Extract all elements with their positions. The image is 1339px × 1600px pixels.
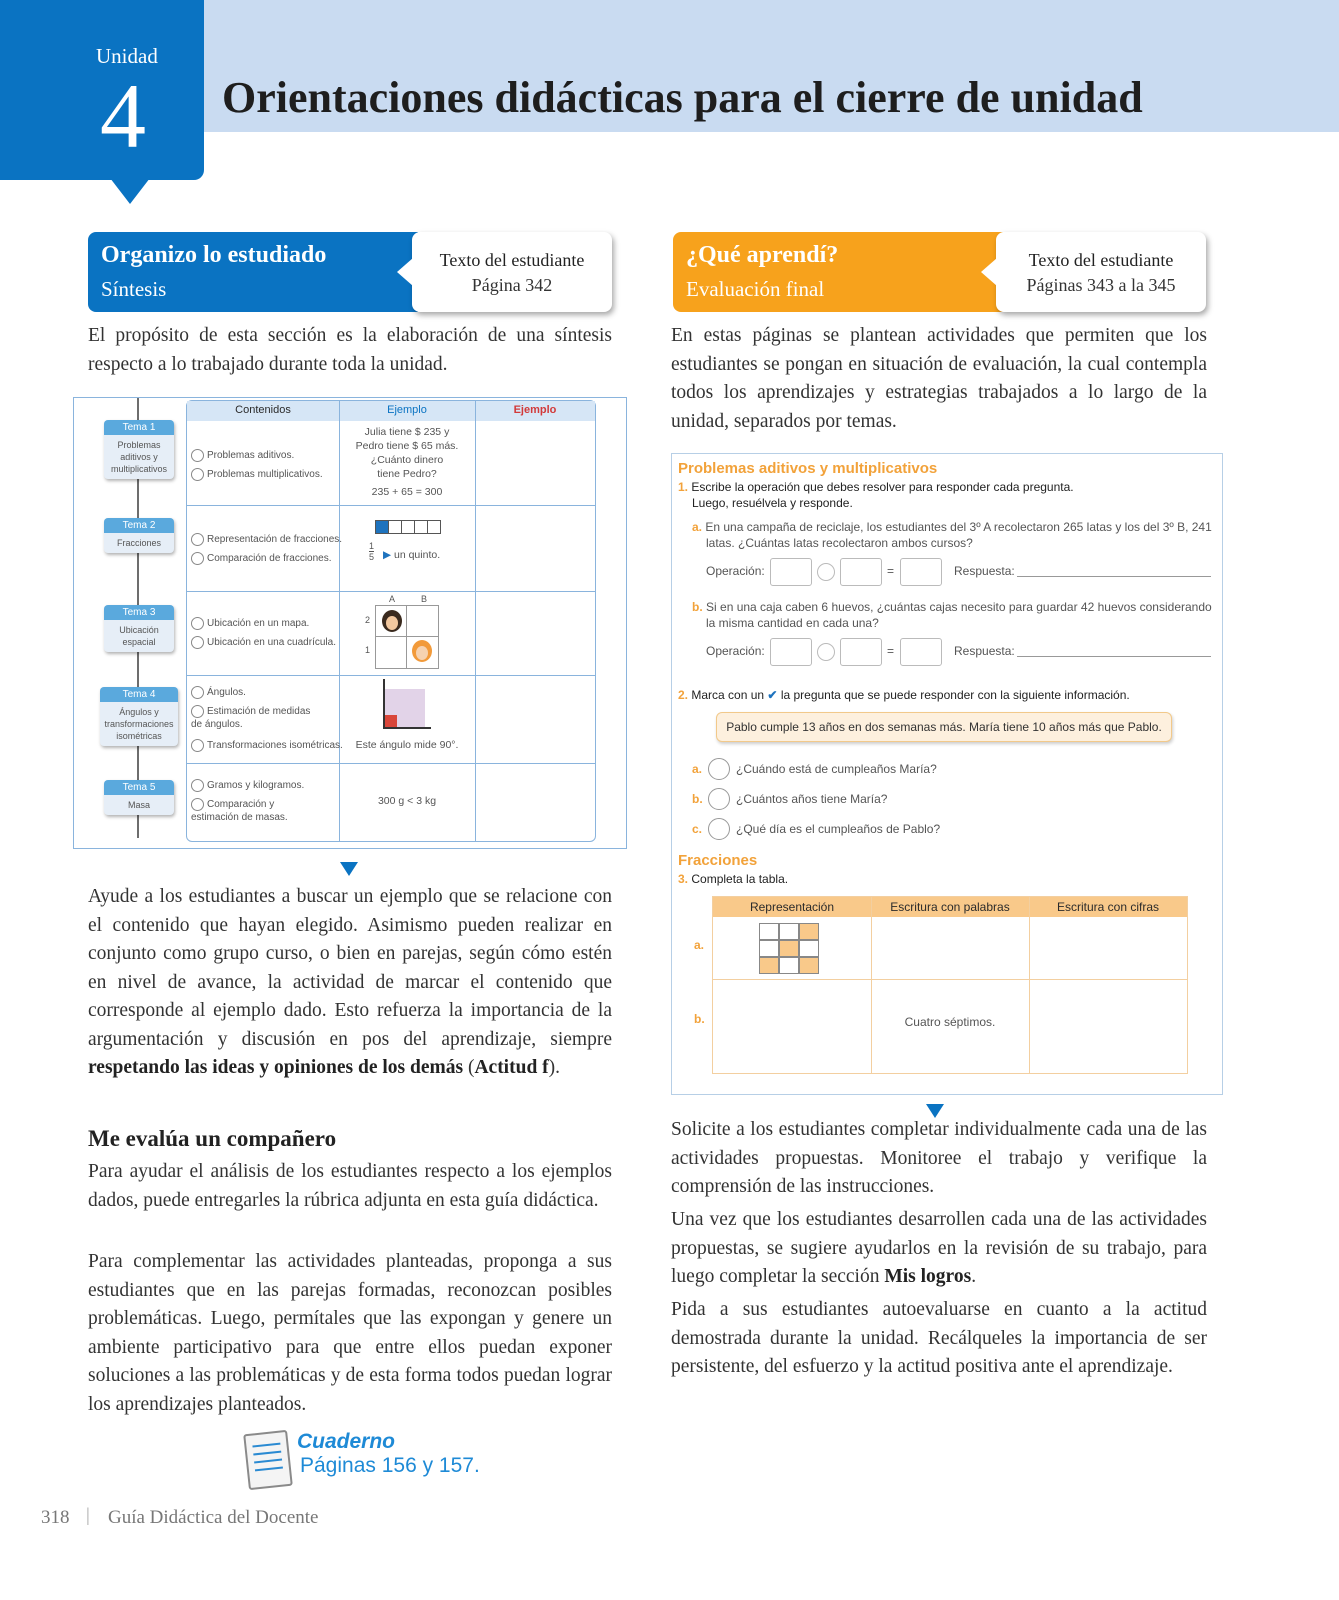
cuaderno-title: Cuaderno: [297, 1430, 396, 1453]
left-ref-line2: Página 342: [471, 275, 553, 295]
option-row[interactable]: [191, 686, 246, 699]
row-divider: [187, 763, 595, 764]
tema-5-box: [104, 780, 174, 815]
equals-sign: =: [887, 564, 895, 578]
t1-line: Pedro tiene $ 65 más.: [355, 440, 459, 452]
option-label: Problemas multiplicativos.: [207, 469, 323, 481]
q2-option-c-text: ¿Qué día es el cumpleaños de Pablo?: [736, 822, 941, 836]
q2-line: Marca con un: [691, 688, 765, 702]
synthesis-table: [186, 400, 596, 842]
option-row[interactable]: [191, 798, 321, 824]
footer-guide-title: Guía Didáctica del Docente: [108, 1507, 319, 1528]
col-divider: [871, 897, 872, 1073]
option-letter: c.: [692, 822, 703, 836]
result-input[interactable]: [900, 638, 942, 666]
option-row[interactable]: [191, 449, 294, 462]
page-number: 318: [41, 1507, 70, 1528]
tema-2-box: [104, 518, 174, 553]
grid-cell-filled: [759, 957, 779, 974]
right-ref-line1: Texto del estudiante: [1028, 250, 1174, 270]
heading-me-evalua: Me evalúa un compañero: [88, 1126, 337, 1151]
tema-5-label: Tema 5: [104, 780, 174, 795]
left-ref-line1: Texto del estudiante: [439, 250, 585, 270]
grid-cell-filled: [779, 940, 799, 957]
row-divider: [713, 979, 1187, 980]
section-fracciones: Fracciones: [678, 852, 758, 869]
q3-text: [678, 872, 788, 886]
right-section-banner: [673, 232, 1003, 312]
fraction-part: [428, 520, 441, 534]
q1-text: [678, 480, 1074, 494]
tema-1-sub: Problemas aditivos y multiplicativos: [110, 440, 168, 474]
t1-line: ¿Cuánto dinero: [370, 454, 444, 466]
option-label: Comparación de fracciones.: [207, 553, 332, 565]
tema-3-box: [104, 605, 174, 652]
left-banner-subtitle: Síntesis: [101, 277, 167, 301]
fraction-one-fifth: [369, 541, 374, 562]
q1b-letter: b.: [692, 600, 703, 614]
right-banner-title: ¿Qué aprendí?: [686, 242, 839, 268]
radio-circle[interactable]: [191, 739, 204, 752]
row-b-letter: [694, 1012, 705, 1026]
tema-2-label: Tema 2: [104, 518, 174, 533]
q2-option-b-checkbox[interactable]: [708, 788, 730, 810]
right-reference-card: [996, 232, 1206, 312]
tema-3-label: Tema 3: [104, 605, 174, 620]
t1-example: [339, 425, 475, 499]
right-ref-notch: [981, 258, 997, 286]
grid-cell-filled: [799, 957, 819, 974]
continue-arrow-icon: [340, 862, 358, 876]
radio-circle[interactable]: [191, 552, 204, 565]
option-label: Ubicación en un mapa.: [207, 618, 310, 630]
option-label: Representación de fracciones.: [207, 534, 343, 546]
grid-cell: [779, 957, 799, 974]
para-text: .: [971, 1266, 977, 1287]
left-paragraph-2: Para ayudar el análisis de los estudiantes respecto a los ejemplos dados, puede entregarles la rúbrica adjunta en esta guía didáctica.: [88, 1161, 612, 1211]
q2-number: 2.: [678, 688, 689, 702]
q3-number: 3.: [678, 872, 689, 886]
q1a-line: En una campaña de reciclaje, los estudiantes del 3º A recolectaron 265 latas y los del 3º B, 241: [705, 520, 1212, 534]
operand-input[interactable]: [840, 558, 882, 586]
grid-cell: [799, 940, 819, 957]
location-grid: [375, 605, 439, 669]
option-row[interactable]: [191, 705, 311, 731]
fraction-grid: [759, 923, 819, 974]
q2-option-a-text: ¿Cuándo está de cumpleaños María?: [736, 762, 937, 776]
unit-badge-arrow: [110, 178, 150, 204]
child-avatar-face: [416, 646, 428, 660]
radio-circle[interactable]: [191, 705, 204, 718]
tema-4-sub: Ángulos y transformaciones isométricas: [104, 707, 174, 741]
header-ejemplo-2: Ejemplo: [513, 404, 557, 416]
para-text: Una vez que los estudiantes desarrollen cada una de las actividades propuestas, se sugiere ayudarlos en la revisión de su trabajo, para luego completar la sección: [671, 1209, 1207, 1287]
row-b-words: Cuatro séptimos.: [904, 1015, 996, 1029]
row-a-letter: [694, 938, 704, 952]
para-bold: Mis logros: [884, 1266, 972, 1287]
fraction-part-filled: [375, 520, 389, 534]
left-section-banner: [88, 232, 418, 312]
option-label: Estimación de medidas de ángulos.: [191, 706, 311, 731]
row-divider: [187, 591, 595, 592]
col-cifras: Escritura con cifras: [1056, 900, 1160, 914]
t1-line: tiene Pedro?: [377, 468, 437, 480]
left-intro: El propósito de esta sección es la elaboración de una síntesis respecto a lo trabajado durante toda la unidad.: [88, 325, 612, 375]
option-row[interactable]: [191, 739, 343, 752]
operator-input[interactable]: [817, 563, 835, 581]
option-row[interactable]: [191, 552, 332, 565]
left-ref-notch: [397, 258, 413, 286]
radio-circle[interactable]: [191, 798, 204, 811]
q1-text-2: Luego, resuélvela y responde.: [692, 496, 853, 510]
option-label: Ubicación en una cuadrícula.: [207, 637, 336, 649]
tema-1-label: Tema 1: [104, 420, 174, 435]
tema-5-sub: Masa: [127, 800, 150, 810]
option-row[interactable]: [191, 779, 304, 792]
fraction-part: [402, 520, 415, 534]
grid-line: [376, 636, 438, 637]
answer-line[interactable]: [1017, 656, 1211, 657]
tema-4-label: Tema 4: [100, 687, 178, 702]
operand-input[interactable]: [770, 638, 812, 666]
q2-option-letter: [692, 822, 702, 836]
evaluation-figure: [671, 453, 1223, 1095]
t1-result: 235 + 65 = 300: [371, 486, 443, 498]
col-palabras: Escritura con palabras: [890, 900, 1010, 914]
right-banner-subtitle: Evaluación final: [686, 277, 825, 301]
q1b-text: [692, 600, 1212, 614]
radio-circle[interactable]: [191, 449, 204, 462]
notebook-icon: [243, 1430, 293, 1490]
cuaderno-pages: Páginas 156 y 157.: [300, 1454, 480, 1477]
para-text: Ayude a los estudiantes a buscar un ejemplo que se relacione con el contenido que hayan elegido. Asimismo pueden realizar en conjunto como grupo curso, o bien en parejas, según cómo estén en nivel de avance, la actividad de marcar el contenido que corresponde al ejemplo dado. Esto refuerza la importancia de la argumentación y discusión en pos del aprendizaje, siempre: [88, 886, 612, 1050]
q2-option-a-checkbox[interactable]: [708, 758, 730, 780]
radio-circle[interactable]: [191, 533, 204, 546]
row-divider: [187, 505, 595, 506]
q2-option-b-text: ¿Cuántos años tiene María?: [736, 792, 888, 806]
radio-circle[interactable]: [191, 779, 204, 792]
q2-line: la pregunta que se puede responder con la siguiente información.: [780, 688, 1130, 702]
q3-line: Completa la tabla.: [691, 872, 789, 886]
option-label: Comparación y estimación de masas.: [191, 799, 288, 824]
result-input[interactable]: [900, 558, 942, 586]
grid-row-1: 1: [365, 645, 371, 655]
para-text: (: [463, 1057, 475, 1078]
unit-number: 4: [100, 65, 146, 167]
header-contenidos: Contenidos: [235, 404, 291, 416]
fraction-numerator: 1: [369, 541, 375, 551]
respuesta-label: Respuesta:: [954, 564, 1015, 578]
left-paragraph-3: Para complementar las actividades planteadas, proponga a sus estudiantes que en las parejas formadas, reconozcan posibles problemáticas. Luego, permítales que las expongan y genere un ambiente participativo para que entre ellos puedan exponer soluciones a las problemáticas y de esta forma todos puedan lograr los aprendizajes planteados.: [88, 1251, 612, 1415]
row-letter: a.: [694, 938, 705, 952]
radio-circle[interactable]: [191, 468, 204, 481]
q1-line: Escribe la operación que debes resolver para responder cada pregunta.: [691, 480, 1074, 494]
t2-example: [383, 549, 440, 561]
angle-horizontal-ray: [383, 727, 431, 729]
right-ref-line2: Páginas 343 a la 345: [1026, 275, 1176, 295]
q2-info-box: Pablo cumple 13 años en dos semanas más. María tiene 10 años más que Pablo.: [716, 712, 1172, 742]
page-title: Orientaciones didácticas para el cierre de unidad: [222, 73, 1143, 122]
col-divider: [475, 401, 476, 841]
t4-example: Este ángulo mide 90°.: [355, 739, 459, 751]
tema-4-box: [100, 687, 178, 746]
para-text: ).: [548, 1057, 561, 1078]
synthesis-figure: [73, 397, 627, 849]
q1b-text-2: la misma cantidad en cada una?: [706, 616, 879, 630]
left-paragraph-1: [88, 883, 612, 1083]
para-bold: respetando las ideas y opiniones de los demás: [88, 1057, 464, 1078]
option-row[interactable]: [191, 468, 323, 481]
section-problemas: Problemas aditivos y multiplicativos: [678, 460, 938, 477]
right-paragraph-2: [671, 1206, 1207, 1292]
respuesta-label: Respuesta:: [954, 644, 1015, 658]
attitude-ref: Actitud f: [474, 1057, 549, 1078]
play-arrow-icon: ▶: [383, 549, 392, 561]
right-paragraph-3: Pida a sus estudiantes autoevaluarse en cuanto a la actitud demostrada durante la unidad. Recálqueles la importancia de ser persistente, del esfuerzo y la actitud positiva ante el aprendizaje.: [671, 1299, 1207, 1377]
row-letter: b.: [694, 1012, 705, 1026]
operacion-label: Operación:: [706, 564, 765, 578]
q1a-text-2: latas. ¿Cuántas latas recolectaron ambos cursos?: [706, 536, 973, 550]
grid-line: [406, 606, 407, 668]
option-row[interactable]: [191, 617, 309, 630]
fraction-part: [415, 520, 428, 534]
q2-option-c-checkbox[interactable]: [708, 818, 730, 840]
fractions-table: [712, 896, 1188, 1074]
grid-cell: [759, 923, 779, 940]
right-paragraph-1: Solicite a los estudiantes completar individualmente cada una de las actividades propuestas. Monitoree el trabajo y verifique la comprensión de las instrucciones.: [671, 1119, 1207, 1197]
operand-input[interactable]: [840, 638, 882, 666]
grid-cell: [779, 923, 799, 940]
right-intro: En estas páginas se plantean actividades que permiten que los estudiantes se pongan en situación de evaluación, la cual contempla todos los aprendizajes y estrategias trabajados a lo largo de la unidad, separados por temas.: [671, 325, 1207, 432]
t2-text: un quinto.: [394, 549, 441, 561]
answer-line[interactable]: [1017, 576, 1211, 577]
radio-circle[interactable]: [191, 617, 204, 630]
left-reference-card: [412, 232, 612, 312]
q1a-letter: a.: [692, 520, 703, 534]
option-label: Ángulos.: [207, 687, 246, 699]
q1b-line: Si en una caja caben 6 huevos, ¿cuántas cajas necesito para guardar 42 huevos considerando: [706, 600, 1212, 614]
q2-option-letter: [692, 762, 702, 776]
grid-row-2: 2: [365, 615, 371, 625]
operand-input[interactable]: [770, 558, 812, 586]
grid-col-b: B: [421, 594, 428, 604]
option-letter: a.: [692, 762, 703, 776]
fraction-denominator: 5: [369, 552, 375, 562]
col-divider: [1029, 897, 1030, 1073]
option-row[interactable]: [191, 636, 336, 649]
option-label: Gramos y kilogramos.: [207, 780, 305, 792]
equals-sign: =: [887, 644, 895, 658]
tema-3-sub: Ubicación espacial: [119, 625, 159, 647]
fraction-part: [389, 520, 402, 534]
fraction-bar: [375, 520, 441, 534]
radio-circle[interactable]: [191, 686, 204, 699]
right-angle-mark: [385, 715, 397, 727]
option-row[interactable]: [191, 533, 342, 546]
footer-separator: |: [86, 1505, 90, 1526]
header-ejemplo-1: Ejemplo: [387, 404, 427, 416]
q2-text: [678, 688, 1130, 702]
option-letter: b.: [692, 792, 703, 806]
tema-2-sub: Fracciones: [116, 538, 161, 548]
operacion-label: Operación:: [706, 644, 765, 658]
radio-circle[interactable]: [191, 636, 204, 649]
t1-line: Julia tiene $ 235 y: [364, 426, 450, 438]
q2-option-letter: [692, 792, 703, 806]
unit-label: Unidad: [96, 44, 158, 68]
child-avatar-face: [386, 616, 398, 630]
col-representacion: Representación: [749, 900, 835, 914]
q1-number: 1.: [678, 480, 689, 494]
checkmark-icon: ✔: [767, 688, 778, 702]
grid-cell-filled: [799, 923, 819, 940]
row-divider: [187, 675, 595, 676]
grid-cell: [759, 940, 779, 957]
q1a-text: [692, 520, 1212, 534]
option-label: Transformaciones isométricas.: [207, 740, 343, 752]
grid-col-a: A: [389, 594, 396, 604]
left-banner-title: Organizo lo estudiado: [101, 242, 327, 268]
operator-input[interactable]: [817, 643, 835, 661]
t5-example: 300 g < 3 kg: [377, 795, 437, 807]
tema-1-box: [104, 420, 174, 479]
option-label: Problemas aditivos.: [207, 450, 295, 462]
